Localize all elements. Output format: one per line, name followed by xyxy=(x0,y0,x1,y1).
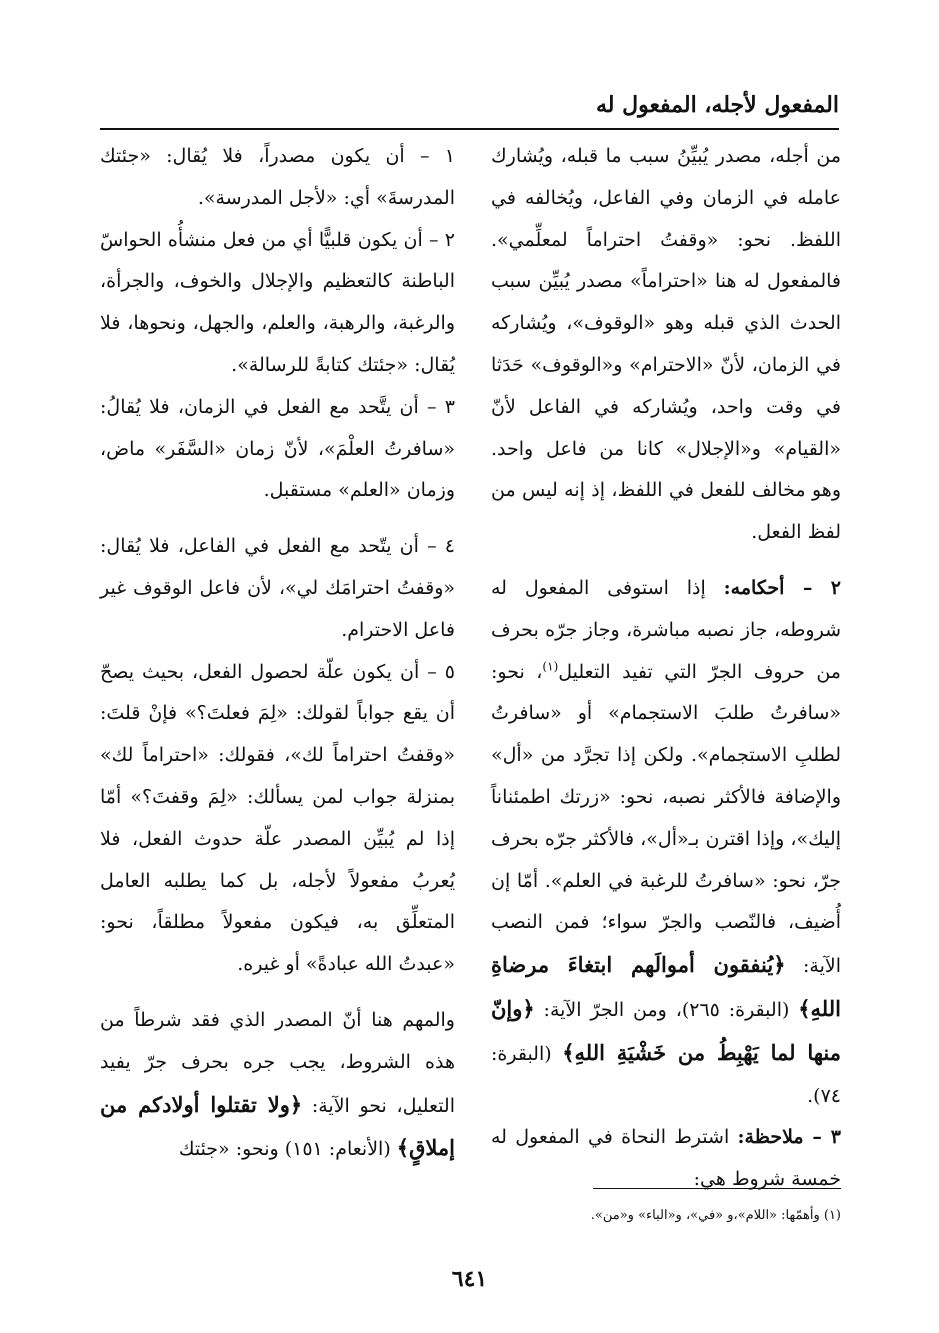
closing-paragraph xyxy=(100,1000,455,1171)
quran-verse-2: ﴿وإنّ منها لما يَهْبِطُ من خَشْيَةِ اللهِ﴾ xyxy=(491,995,841,1065)
header-divider xyxy=(100,128,839,130)
closing-text: والمهم هنا أنّ المصدر الذي فقد شرطاً من هذه الشروط، يجب جره بحرف جرّ يفيد التعليل، نحو الآية: xyxy=(100,1008,455,1117)
section-heading-note: ٣ – ملاحظة: xyxy=(737,1126,841,1149)
right-column xyxy=(491,136,841,1201)
paragraph-rulings xyxy=(491,568,841,1117)
condition-item-5: ٥ – أن يكون علّة لحصول الفعل، بحيث يصحّ أن يقع جواباً لقولك: «لِمَ فعلتَ؟» فإنْ قلتَ: «وقفتُ احتراماً لك»، فقولك: «احتراماً لك» بمنزلة جواب لمن يسألك: «لِمَ وقفتَ؟» أمّا إذا لم يُبيِّن المصدر علّة حدوث الفعل، فلا يُعربُ مفعولاً لأجله، بل كما يطلبه العامل المتعلِّق به، فيكون مفعولاً مطلقاً، نحو: «عبدتُ الله عبادةً» أو غيره. xyxy=(100,660,455,976)
rulings-text-2: ، نحو: «سافرتُ طلبَ الاستجمام» أو «سافرتُ لطلبِ الاستجمام». ولكن إذا تجرَّد من «أل» والإضافة فالأكثر نصبه، نحو: «زرتك اطمئناناً إليك»، وإذا اقترن بـ«أل»، فالأكثر جرّه بحرف جرّ، نحو: «سافرتُ للرغبة في العلم». أمّا إن أُضيف، فالنّصب والجرّ سواء؛ فمن النصب الآية: xyxy=(491,660,841,978)
paragraph-definition: من أجله، مصدر يُبيِّنُ سبب ما قبله، ويُشارك عامله في الزمان وفي الفاعل، ويُخالفه في اللفظ. نحو: «وقفتُ احتراماً لمعلِّمي». فالمفعول له هنا «احتراماً» مصدر يُبيِّن سبب الحدث الذي قبله وهو «الوقوف»، ويُشاركه في الزمان، لأنّ «الاحترام» و«الوقوف» حَدَثا في وقت واحد، ويُشاركه في الفاعل لأنّ «القيام» و«الإجلال» كانا من فاعل واحد. وهو مخالف للفعل في اللفظ، إذ إنه ليس من لفظ الفعل. xyxy=(491,145,841,544)
note-text: اشترط النحاة في المفعول له خمسة شروط هي: xyxy=(491,1126,841,1191)
condition-item-3: ٣ – أن يتَّحد مع الفعل في الزمان، فلا يُقالُ: «سافرتُ العلْمَ»، لأنّ زمان «السَّفَر» ماض، وزمان «العلم» مستقبل. xyxy=(100,395,455,502)
footnote-reference: (١) xyxy=(542,659,559,674)
verse-reference-3: (الأنعام: ١٥١) ونحو: «جئتك xyxy=(178,1138,391,1161)
condition-item-4: ٤ – أن يتّحد مع الفعل في الفاعل، فلا يُقال: «وقفتُ احترامَك لي»، لأن فاعل الوقوف غير فاعل الاحترام. xyxy=(100,535,455,641)
rulings-text-1: إذا استوفى المفعول له شروطه، جاز نصبه مباشرة، وجاز جرّه بحرف من حروف الجرّ التي تفيد التعليل xyxy=(491,576,841,683)
left-column xyxy=(100,136,455,1171)
section-heading-rulings: ٢ – أحكامه: xyxy=(723,576,841,599)
quran-verse-1: ﴿يُنفقون أموالَهم ابتغاءَ مرضاةِ اللهِ﴾ xyxy=(491,952,841,1021)
verse-reference-2: (البقرة: ٧٤). xyxy=(491,1042,841,1107)
verse-reference-1: (البقرة: ٢٦٥)، ومن الجرّ الآية: xyxy=(543,998,790,1021)
footnote: (١) وأهمّها: «اللام»،و «في»، و«الباء» و«من». xyxy=(590,1208,841,1223)
page-number: ٦٤١ xyxy=(451,1266,488,1292)
footnote-divider xyxy=(593,1188,841,1189)
quran-verse-3: ﴿ولا تقتلوا أولادكم من إملاقٍ﴾ xyxy=(100,1091,455,1161)
running-header-title: المفعول لأجله، المفعول له xyxy=(595,92,839,118)
condition-item-1: ١ – أن يكون مصدراً، فلا يُقال: «جئتك المدرسةَ» أي: «لأجل المدرسة». xyxy=(100,145,455,209)
condition-item-2: ٢ – أن يكون قلبيًّا أي من فعل منشأُه الحواسّ الباطنة كالتعظيم والإجلال والخوف، والجرأة، والرغبة، والرهبة، والعلم، والجهل، ونحوها، فلا يُقال: «جئتك كتابةً للرسالة». xyxy=(100,228,455,376)
